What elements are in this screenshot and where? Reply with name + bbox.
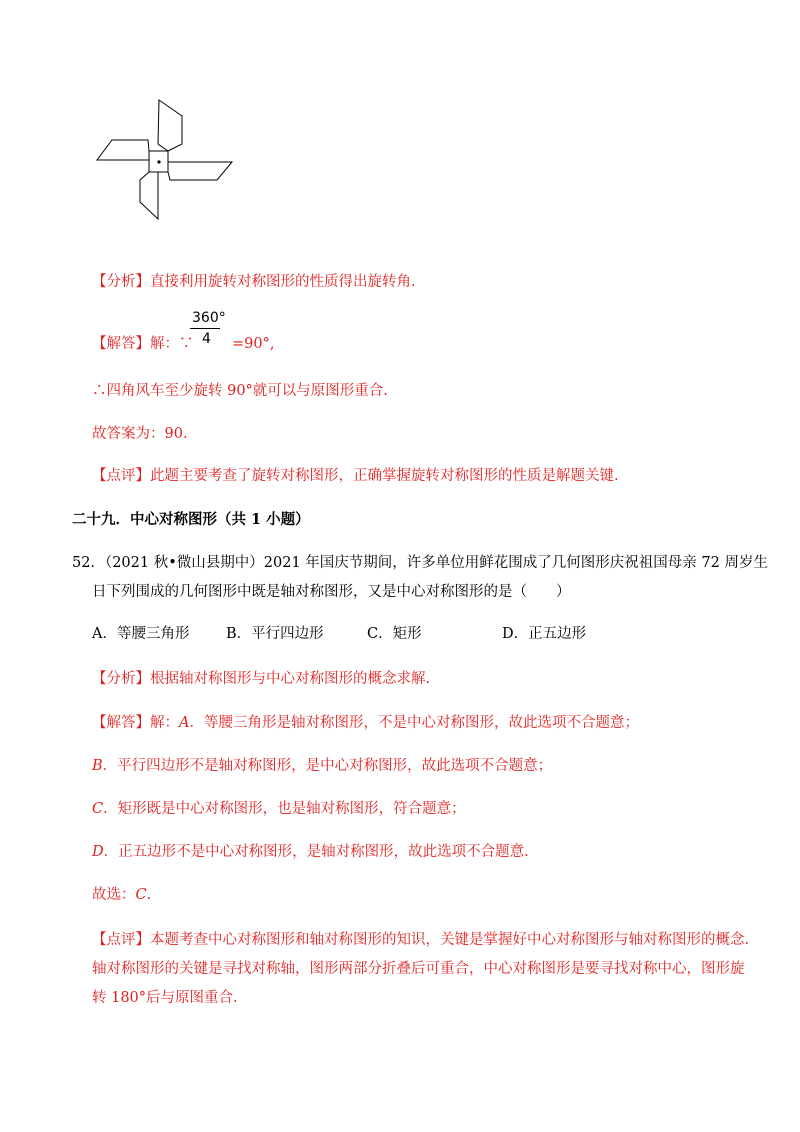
comment-2-line-2: 轴对称图形的关键是寻找对称轴，图形两部分折叠后可重合，中心对称图形是要寻找对称中心，图形旋 <box>92 961 745 977</box>
option-a: A．等腰三角形 <box>92 626 190 642</box>
pinwheel-blade-left <box>97 140 149 160</box>
comment-1 <box>92 466 619 486</box>
answer-lead: 解： <box>150 715 179 731</box>
option-c: C．矩形 <box>367 626 422 642</box>
choice-text-b: ．平行四边形不是轴对称图形，是中心对称图形，故此选项不合题意； <box>102 758 553 774</box>
final-suffix: . <box>146 887 152 903</box>
answer-2-d <box>92 842 529 862</box>
question-line-1 <box>72 553 768 573</box>
answer-tag: 【解答】 <box>92 336 150 352</box>
final-answer-1: 故答案为：90. <box>92 426 188 442</box>
pinwheel-blade-bottom <box>140 172 158 219</box>
fraction-numerator: 360° <box>192 310 226 326</box>
answer-prefix: 解：∵ <box>150 336 194 352</box>
section-title: 二十九．中心对称图形（共 1 小题） <box>72 511 310 528</box>
answer-suffix: =90°, <box>232 336 275 352</box>
final-answer-2 <box>92 885 151 905</box>
question-number: 52． <box>72 555 105 571</box>
comment-tag: 【点评】 <box>92 932 150 948</box>
answer-1 <box>92 334 194 354</box>
analysis-text: 根据轴对称图形与中心对称图形的概念求解. <box>150 671 431 687</box>
pinwheel-center-dot <box>157 160 160 163</box>
option-b: B．平行四边形 <box>226 626 324 642</box>
pinwheel-figure <box>92 96 237 231</box>
answer-2-a <box>92 713 639 733</box>
choice-text-d: ．正五边形不是中心对称图形，是轴对称图形，故此选项不合题意. <box>103 844 529 860</box>
pinwheel-blade-right <box>168 162 232 180</box>
comment-2-line-1 <box>92 930 749 950</box>
final-prefix: 故选： <box>92 887 136 903</box>
analysis-tag: 【分析】 <box>92 274 150 290</box>
analysis-text: 直接利用旋转对称图形的性质得出旋转角. <box>150 274 416 290</box>
analysis-2 <box>92 669 430 689</box>
fraction-denominator: 4 <box>202 331 211 347</box>
analysis-tag: 【分析】 <box>92 671 150 687</box>
answer-2-b <box>92 756 552 776</box>
option-d: D．正五边形 <box>502 626 587 642</box>
fraction-bar <box>190 328 220 329</box>
pinwheel-blade-top <box>158 100 182 151</box>
choice-text-c: ．矩形既是中心对称图形，也是轴对称图形，符合题意； <box>103 801 466 817</box>
choice-text-a: ．等腰三角形是轴对称图形，不是中心对称图形，故此选项不合题意； <box>189 715 639 731</box>
choice-letter-b: B <box>92 758 103 774</box>
conclusion-1: ∴四角风车至少旋转 90°就可以与原图形重合. <box>92 383 388 399</box>
choice-letter-d: D <box>92 844 104 860</box>
answer-2-c <box>92 799 466 819</box>
choice-letter-c: C <box>92 801 104 817</box>
final-letter: C <box>135 887 147 903</box>
question-text-1: （2021 秋•微山县期中）2021 年国庆节期间，许多单位用鲜花围成了几何图形庆祝祖国母亲 72 周岁生 <box>104 555 768 571</box>
comment-text: 此题主要考查了旋转对称图形，正确掌握旋转对称图形的性质是解题关键. <box>150 468 619 484</box>
question-line-2: 日下列围成的几何图形中既是轴对称图形，又是中心对称图形的是（ ） <box>92 584 571 600</box>
answer-tag: 【解答】 <box>92 715 150 731</box>
comment-tag: 【点评】 <box>92 468 150 484</box>
analysis-1 <box>92 272 416 292</box>
choice-letter-a: A <box>179 715 190 731</box>
comment-2-line-3: 转 180°后与原图重合. <box>92 990 238 1006</box>
comment-text-1: 本题考查中心对称图形和轴对称图形的知识，关键是掌握好中心对称图形与轴对称图形的概念. <box>150 932 750 948</box>
